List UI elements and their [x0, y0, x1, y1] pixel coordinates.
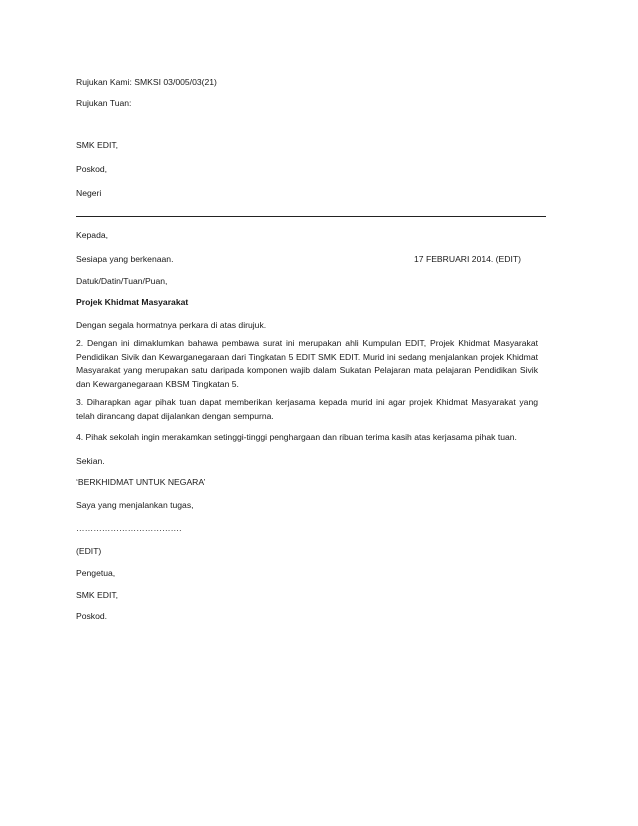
closing-sekian: Sekian. [76, 456, 105, 466]
rujukan-kami: Rujukan Kami: SMKSI 03/005/03(21) [76, 77, 217, 87]
letter-subject: Projek Khidmat Masyarakat [76, 297, 189, 307]
body-paragraph-1: Dengan segala hormatnya perkara di atas dirujuk. [76, 320, 267, 330]
recipient-name: Sesiapa yang berkenaan. [76, 254, 174, 264]
letter-date: 17 FEBRUARI 2014. (EDIT) [414, 254, 521, 264]
sender-school: SMK EDIT, [76, 140, 119, 150]
body-paragraph-4: 4. Pihak sekolah ingin merakamkan setinggi-tinggi penghargaan dan ribuan terima kasih atas kerjasama pihak tuan. [76, 432, 517, 442]
kepada-label: Kepada, [76, 230, 109, 240]
salutation: Datuk/Datin/Tuan/Puan, [76, 276, 168, 286]
body-paragraph-3: 3. Diharapkan agar pihak tuan dapat memberikan kerjasama kepada murid ini agar projek Khidmat Masyarakat yang telah dirancang dapat dijalankan dengan sempurna. [76, 397, 538, 421]
rujukan-tuan: Rujukan Tuan: [76, 98, 132, 108]
sender-poskod: Poskod, [76, 164, 108, 174]
header-divider [76, 216, 546, 217]
closing-motto: ‘BERKHIDMAT UNTUK NEGARA’ [76, 477, 206, 487]
sender-negeri: Negeri [76, 188, 102, 198]
signature-line: ………………………………. [76, 523, 182, 533]
signatory-title: Pengetua, [76, 568, 116, 578]
signatory-school: SMK EDIT, [76, 590, 119, 600]
body-paragraph-2: 2. Dengan ini dimaklumkan bahawa pembawa surat ini merupakan ahli Kumpulan EDIT, Projek Khidmat Masyarakat Pendidikan Sivik dan Kewarganegaraan dari Tingkatan 5 EDIT SMK EDIT. Murid ini sedang menjalankan projek Khidmat Masyarakat yang merupakan satu daripada komponen wajib dalam Sukatan Pelajaran mata pelajaran Pendidikan Sivik dan Kewarganegaraan KBSM Tingkatan 5. [76, 338, 538, 389]
signatory-poskod: Poskod. [76, 611, 108, 621]
signatory-name: (EDIT) [76, 546, 102, 556]
closing-saya: Saya yang menjalankan tugas, [76, 500, 194, 510]
